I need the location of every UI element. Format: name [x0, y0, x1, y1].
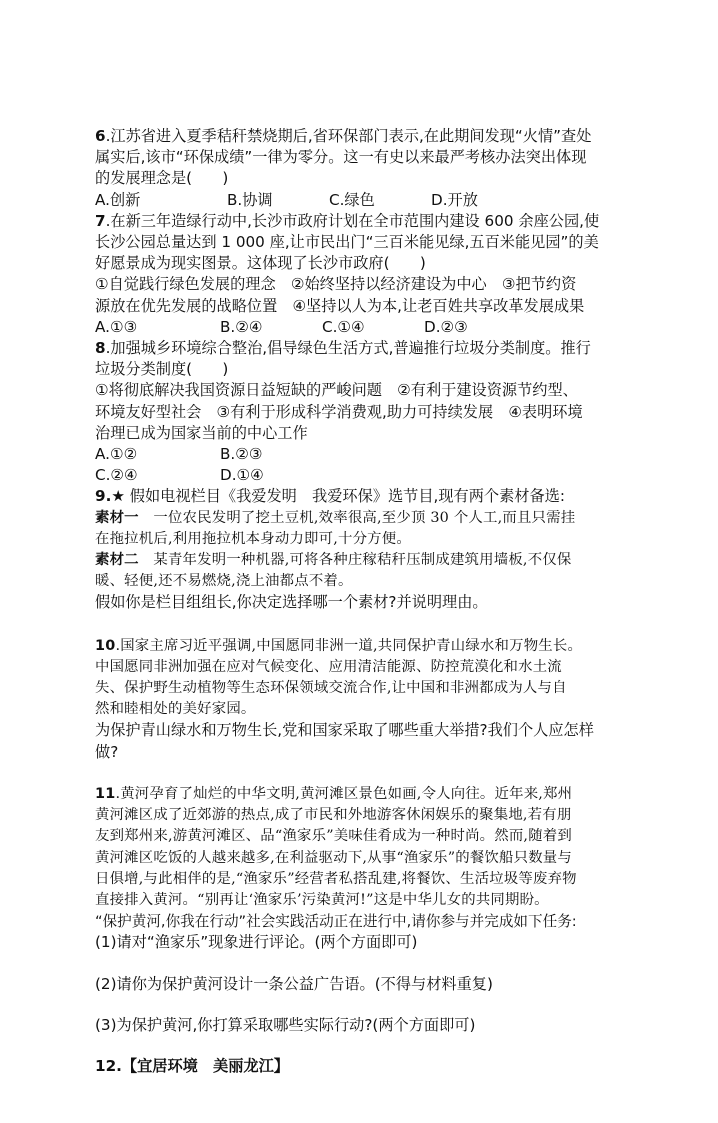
question-12 [95, 1056, 625, 1077]
statement-options: ①将彻底解决我国资源日益短缺的严峻问题 ②有利于建设资源节约型、 [95, 381, 578, 400]
question-number: 8 [95, 339, 106, 358]
option-a: A.①③ [95, 317, 138, 336]
option-d: D.开放 [431, 190, 478, 209]
option-b: B.②③ [220, 445, 263, 464]
material-label: 素材二 [95, 552, 139, 569]
material-label: 素材一 [95, 509, 139, 526]
question-number: 11 [95, 785, 116, 802]
answer-options [95, 190, 625, 211]
option-c: C.②④ [95, 466, 138, 485]
question-7 [95, 211, 625, 338]
question-text: 7.在新三年造绿行动中,长沙市政府计划在全市范围内建设 600 余座公园,使 [95, 211, 600, 230]
question-number: 6 [95, 127, 106, 145]
question-text: 好愿景成为现实图景。这体现了长沙市政府( ) [95, 254, 426, 273]
option-d: D.②③ [424, 317, 468, 336]
question-prompt: 假如你是栏目组组长,你决定选择哪一个素材?并说明理由。 [95, 593, 488, 612]
task-3: (3)为保护黄河,你打算采取哪些实际行动?(两个方面即可) [95, 1015, 476, 1034]
question-text: 垃圾分类制度( ) [95, 360, 229, 379]
option-d: D.①④ [220, 466, 264, 485]
question-prompt: 做? [95, 742, 119, 761]
question-text: 的发展理念是( ) [95, 169, 229, 188]
statement-options: 治理已成为国家当前的中心工作 [95, 423, 308, 442]
question-title: 12.【宜居环境 美丽龙江】 [95, 1056, 289, 1075]
question-8 [95, 338, 625, 486]
question-number: 12 [95, 1056, 117, 1075]
task-intro: “保护黄河,你我在行动”社会实践活动正在进行中,请你参与并完成如下任务: [95, 913, 577, 931]
question-text: 长沙公园总量达到 1 000 座,让市民出门“三百米能见绿,五百米能见园”的美 [95, 233, 599, 252]
answer-options [95, 444, 625, 465]
option-b: B.协调 [227, 190, 273, 209]
material-text: 11.黄河孕育了灿烂的中华文明,黄河滩区景色如画,令人向往。近年来,郑州 [95, 785, 573, 802]
question-number: 10 [95, 637, 116, 654]
material-text: 然和睦相处的美好家园。 [95, 701, 256, 718]
question-11 [95, 784, 625, 1036]
material-2: 素材二 某青年发明一种机器,可将各种庄稼秸秆压制成建筑用墙板,不仅保 [95, 552, 572, 569]
material-1-text: 在拖拉机后,利用拖拉机本身动力即可,十分方便。 [95, 530, 411, 547]
material-text: 失、保护野生动植物等生态环保领域交流合作,让中国和非洲都成为人与自 [95, 680, 567, 697]
material-text: 黄河滩区吃饭的人越来越多,在利益驱动下,从事“渔家乐”的餐饮船只数量与 [95, 849, 572, 866]
answer-options [95, 317, 625, 338]
material-text: 中国愿同非洲加强在应对气候变化、应用清洁能源、防控荒漠化和水土流 [95, 658, 562, 675]
material-text: 日俱增,与此相伴的是,“渔家乐”经营者私搭乱建,将餐饮、生活垃圾等废弃物 [95, 870, 577, 887]
material-text: 10.国家主席习近平强调,中国愿同非洲一道,共同保护青山绿水和万物生长。 [95, 637, 583, 654]
question-6 [95, 126, 625, 211]
option-c: C.绿色 [329, 190, 375, 209]
material-1: 素材一 一位农民发明了挖土豆机,效率很高,至少顶 30 个人工,而且只需挂 [95, 509, 576, 526]
star-icon: .★ [105, 487, 125, 506]
question-prompt: 为保护青山绿水和万物生长,党和国家采取了哪些重大举措?我们个人应怎样 [95, 721, 594, 740]
question-text: 8.加强城乡环境综合整治,倡导绿色生活方式,普遍推行垃圾分类制度。推行 [95, 339, 591, 358]
question-9 [95, 486, 625, 613]
statement-options: 环境友好型社会 ③有利于形成科学消费观,助力可持续发展 ④表明环境 [95, 402, 583, 421]
material-text: 直接排入黄河。“别再让‘渔家乐’污染黄河!”这是中华儿女的共同期盼。 [95, 891, 549, 908]
material-2-text: 暖、轻便,还不易燃烧,浇上油都点不着。 [95, 573, 353, 590]
statement-options: ①自觉践行绿色发展的理念 ②始终坚持以经济建设为中心 ③把节约资 [95, 275, 577, 294]
answer-options [95, 465, 625, 486]
worksheet-page [95, 126, 625, 1077]
statement-options: 源放在优先发展的战略位置 ④坚持以人为本,让老百姓共享改革发展成果 [95, 296, 585, 315]
material-text: 友到郑州来,游黄河滩区、品“渔家乐”美味佳肴成为一种时尚。然而,随着到 [95, 828, 572, 845]
task-2: (2)请你为保护黄河设计一条公益广告语。(不得与材料重复) [95, 974, 493, 993]
option-a: A.①② [95, 445, 138, 464]
question-number: 9 [95, 487, 106, 506]
question-text: 9.★ 假如电视栏目《我爱发明 我爱环保》选节目,现有两个素材备选: [95, 487, 565, 506]
question-number: 7 [95, 211, 106, 230]
question-10 [95, 636, 625, 763]
question-text: 6.江苏省进入夏季秸秆禁烧期后,省环保部门表示,在此期间发现“火情”查处 [95, 127, 592, 145]
option-b: B.②④ [220, 317, 263, 336]
task-1: (1)请对“渔家乐”现象进行评论。(两个方面即可) [95, 933, 418, 952]
option-a: A.创新 [95, 190, 141, 209]
material-text: 黄河滩区成了近郊游的热点,成了市民和外地游客休闲娱乐的聚集地,若有朋 [95, 807, 572, 824]
question-text: 属实后,该市“环保成绩”一律为零分。这一有史以来最严考核办法突出体现 [95, 148, 587, 167]
option-c: C.①④ [322, 317, 365, 336]
